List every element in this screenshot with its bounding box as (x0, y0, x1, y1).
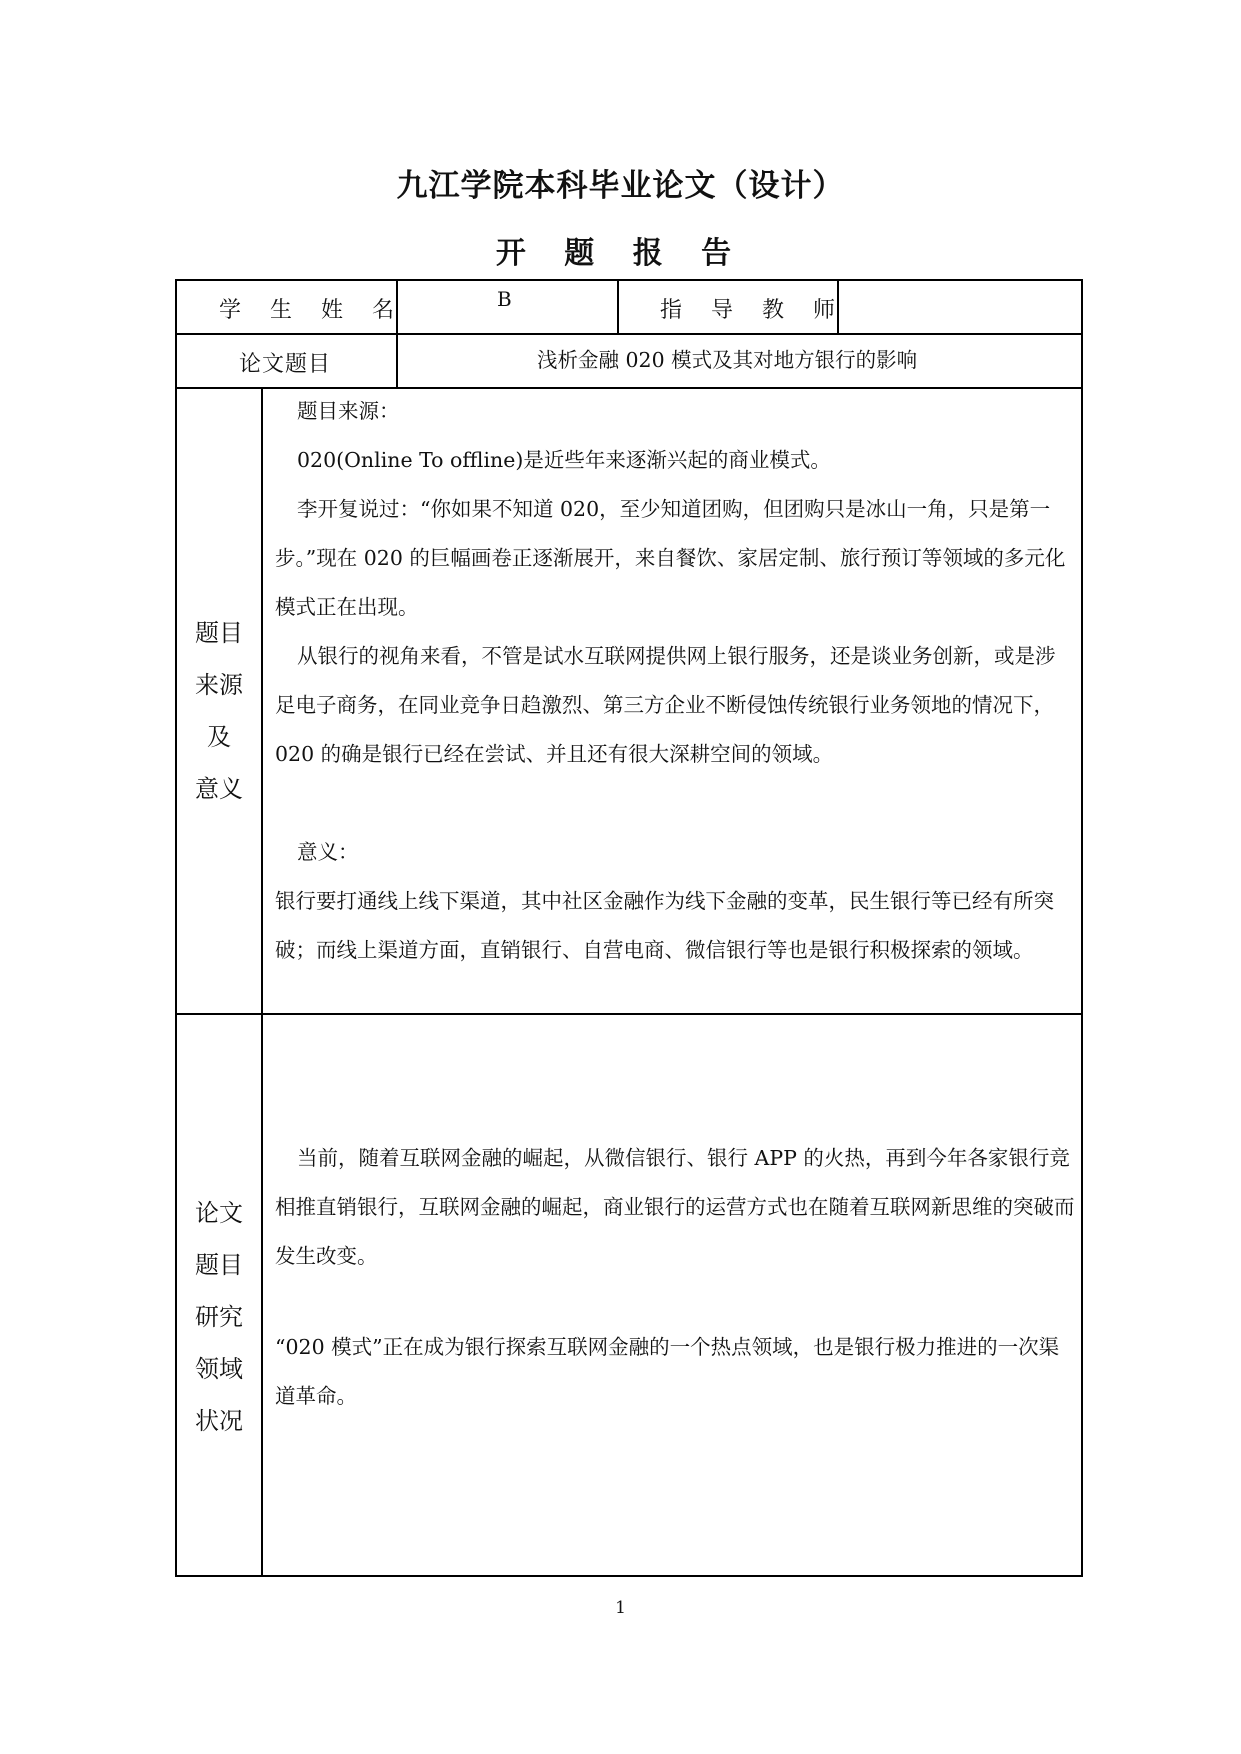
source-paragraph: 020(Online To offline)是近些年来逐渐兴起的商业模式。 (297, 448, 831, 472)
label-line: 及 (207, 723, 231, 751)
research-status-content (275, 1134, 1075, 1421)
thesis-title-value: 浅析金融 020 模式及其对地方银行的影响 (537, 348, 918, 372)
label-column-divider (261, 387, 263, 1577)
student-name-label: 学 生 姓 名 (219, 298, 405, 323)
thesis-title-label: 论文题目 (239, 352, 332, 377)
document-subtitle: 开 题 报 告 (495, 236, 746, 271)
source-significance-label (177, 607, 261, 815)
source-paragraph: 李开复说过：“你如果不知道 020，至少知道团购，但团购只是冰山一角，只是第一步。”现在 020 的巨幅画卷正逐渐展开，来自餐饮、家居定制、旅行预订等领域的多元化模式正在出现。 (275, 497, 1066, 619)
label-line: 论文 (195, 1199, 243, 1227)
document-title: 九江学院本科毕业论文（设计） (396, 168, 845, 204)
label-line: 状况 (195, 1407, 243, 1435)
label-line: 题目 (195, 1251, 243, 1279)
source-heading: 题目来源： (297, 399, 400, 423)
research-paragraph: 当前，随着互联网金融的崛起，从微信银行、银行 APP 的火热，再到今年各家银行竞相推直销银行，互联网金融的崛起，商业银行的运营方式也在随着互联网新思维的突破而发生改变。 (275, 1146, 1075, 1268)
row-divider (177, 333, 1081, 335)
source-paragraph: 从银行的视角来看，不管是试水互联网提供网上银行服务，还是谈业务创新，或是涉足电子商务，在同业竞争日趋激烈、第三方企业不断侵蚀传统银行业务领地的情况下，020 的确是银行已经在尝试、并且还有很大深耕空间的领域。 (275, 644, 1056, 766)
meaning-paragraph: 银行要打通线上线下渠道，其中社区金融作为线下金融的变革，民生银行等已经有所突破；而线上渠道方面，直销银行、自营电商、微信银行等也是银行积极探索的领域。 (275, 889, 1054, 962)
research-paragraph: “020 模式”正在成为银行探索互联网金融的一个热点领域，也是银行极力推进的一次渠道革命。 (275, 1335, 1060, 1408)
label-line: 题目 (195, 619, 243, 647)
label-line: 研究 (195, 1303, 243, 1331)
proposal-form-table (175, 279, 1083, 1577)
page-number: 1 (615, 1598, 626, 1618)
column-divider (396, 333, 398, 387)
label-line: 领域 (195, 1355, 243, 1383)
row-divider (177, 1013, 1081, 1015)
research-status-label (177, 1187, 261, 1447)
source-significance-content (275, 387, 1075, 975)
label-line: 意义 (195, 775, 243, 803)
advisor-label: 指 导 教 师 (660, 298, 846, 323)
column-divider (617, 281, 619, 333)
blank-line (275, 779, 1075, 828)
blank-line (275, 1281, 1075, 1323)
meaning-heading: 意义： (297, 840, 359, 864)
label-line: 来源 (195, 671, 243, 699)
student-name-value: B (497, 287, 512, 311)
